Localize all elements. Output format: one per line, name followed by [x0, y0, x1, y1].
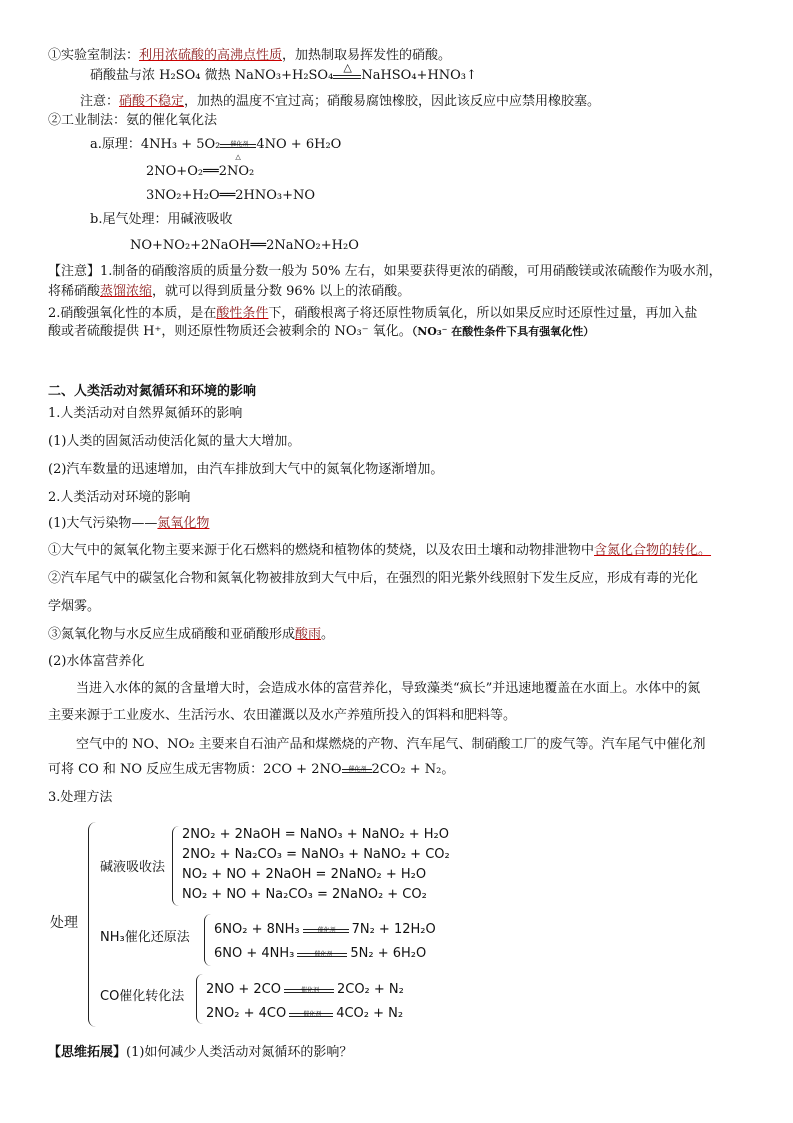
text: 4NO + 6H₂O	[256, 137, 342, 152]
note-1-line-2	[48, 284, 410, 300]
catalyst-arrow	[220, 141, 256, 161]
nh3-method-label: NH₃催化还原法	[100, 930, 190, 945]
section-title: 二、人类活动对氮循环和环境的影响	[48, 384, 257, 399]
equation	[206, 982, 404, 998]
catalyst-arrow	[294, 953, 350, 957]
equation: NO₂ + NO + Na₂CO₃ = 2NaNO₂ + CO₂	[182, 887, 427, 902]
paragraph: 2.人类活动对环境的影响	[48, 490, 191, 505]
note-2-line-1	[48, 306, 697, 322]
bold-note: （NO₃⁻ 在酸性条件下具有强氧化性）	[411, 325, 595, 338]
text: 酸或者硫酸提供 H⁺，则还原性物质还会被剩余的 NO₃⁻ 氧化。	[48, 324, 412, 339]
highlight-text: 酸性条件	[216, 306, 269, 321]
industrial-method-title: ②工业制法：氨的催化氧化法	[48, 113, 218, 128]
highlight-text: 蒸馏浓缩	[100, 284, 153, 299]
text: ③氮氧化物与水反应生成硝酸和亚硝酸形成	[48, 627, 296, 642]
text: ①实验室制法：	[48, 48, 140, 63]
text: 硝酸盐与浓 H₂SO₄ 微热 NaNO₃+H₂SO₄	[90, 68, 334, 83]
paragraph: (1)人类的固氮活动使活化氮的量大大增加。	[48, 434, 301, 449]
paragraph: 空气中的 NO、NO₂ 主要来自石油产品和煤燃烧的产物、汽车尾气、制硝酸工厂的废气等。汽车尾气中催化剂	[76, 737, 706, 752]
equation	[206, 1006, 403, 1022]
highlight-text: 利用浓硫酸的高沸点性质	[139, 48, 283, 63]
text: 2CO₂ + N₂。	[371, 762, 455, 777]
paragraph	[48, 762, 454, 778]
condition-label: △	[343, 61, 352, 74]
paragraph	[48, 516, 209, 532]
think-extension-question	[48, 1045, 352, 1061]
paragraph: 当进入水体的氮的含量增大时，会造成水体的富营养化，导致藻类“疯长”并迅速地覆盖在水面上。水体中的氮	[76, 681, 701, 696]
bracket-tag: 【思维拓展】	[48, 1045, 127, 1060]
heat-equals-sign	[333, 61, 361, 79]
condition-label: 催化剂	[317, 927, 336, 934]
text: ①大气中的氮氧化物主要来源于化石燃料的燃烧和植物体的焚烧，以及农田土壤和动物排泄物中	[48, 543, 595, 558]
diagram-root-label: 处理	[50, 915, 78, 931]
paragraph	[48, 543, 711, 559]
equation-3: 3NO₂+H₂O══2HNO₃+NO	[146, 188, 316, 203]
text: 将稀硝酸	[48, 284, 101, 299]
text: 4CO₂ + N₂	[336, 1006, 404, 1021]
paragraph: ②汽车尾气中的碳氢化合物和氮氧化物被排放到大气中后，在强烈的阳光紫外线照射下发生反应，形成有毒的光化	[48, 571, 699, 586]
equation: 2NO₂ + 2NaOH = NaNO₃ + NaNO₂ + H₂O	[182, 827, 449, 842]
lab-method-line	[48, 48, 451, 64]
text: 注意：	[80, 94, 120, 109]
condition-label: △	[235, 153, 241, 161]
paragraph: (2)汽车数量的迅速增加，由汽车排放到大气中的氮氧化物逐渐增加。	[48, 462, 444, 477]
paragraph: 1.人类活动对自然界氮循环的影响	[48, 406, 243, 421]
text: 2CO₂ + N₂	[336, 982, 404, 997]
text: (1)如何减少人类活动对氮循环的影响？	[126, 1045, 353, 1060]
catalyst-arrow	[342, 768, 372, 773]
tail-gas-title: b.尾气处理：用碱液吸收	[90, 212, 233, 227]
principle-equation	[90, 137, 342, 161]
text: 下，硝酸根离子将还原性物质氧化，所以如果反应时还原性过量，再加入盐	[268, 306, 698, 321]
paragraph: (2)水体富营养化	[48, 654, 145, 669]
text: ，加热制取易挥发性的硝酸。	[282, 48, 452, 63]
text: 2.硝酸强氧化性的本质，是在	[48, 306, 217, 321]
equation-4: NO+NO₂+2NaOH══2NaNO₂+H₂O	[130, 238, 359, 253]
text: 。	[321, 627, 335, 642]
brace	[172, 826, 179, 906]
condition-label: 催化剂	[348, 766, 367, 773]
equation	[214, 922, 436, 938]
paragraph: 学烟雾。	[48, 599, 101, 614]
equation-2: 2NO+O₂══2NO₂	[146, 164, 255, 179]
text: ，就可以得到质量分数 96% 以上的浓硝酸。	[152, 284, 411, 299]
paragraph: 3.处理方法	[48, 790, 113, 805]
text: 5N₂ + 6H₂O	[350, 946, 427, 961]
text: NaHSO₄+HNO₃↑	[361, 68, 477, 83]
catalyst-arrow	[281, 989, 337, 993]
text: (1)大气污染物——	[48, 516, 158, 531]
equation	[214, 946, 426, 962]
note-1-line-1: 【注意】1.制备的硝酸溶质的质量分数一般为 50% 左右，如果要获得更浓的硝酸，可用硝酸镁或浓硫酸作为吸水剂，	[48, 264, 722, 279]
text: 可将 CO 和 NO 反应生成无害物质：2CO + 2NO	[48, 762, 342, 777]
co-method-label: CO催化转化法	[100, 989, 185, 1004]
condition-label: 催化剂	[300, 987, 319, 994]
catalyst-arrow	[300, 929, 352, 933]
highlight-text: 含氮化合物的转化。	[594, 543, 712, 558]
text: 6NO + 4NH₃	[214, 946, 295, 961]
note-line	[80, 94, 600, 110]
highlight-text: 氮氧化物	[157, 516, 210, 531]
brace	[196, 974, 203, 1024]
condition-label: 催化剂	[230, 141, 249, 148]
paragraph: 主要来源于工业废水、生活污水、农田灌溉以及水产养殖所投入的饵料和肥料等。	[48, 708, 517, 723]
text: 6NO₂ + 8NH₃	[214, 922, 300, 937]
text: ，加热的温度不宜过高；硝酸易腐蚀橡胶，因此该反应中应禁用橡胶塞。	[184, 94, 601, 109]
condition-label: 催化剂	[303, 1011, 322, 1018]
lab-equation	[90, 61, 477, 84]
text: a.原理：4NH₃ + 5O₂	[90, 137, 221, 152]
text: 2NO + 2CO	[206, 982, 281, 997]
alkali-method-label: 碱液吸收法	[100, 860, 166, 875]
equation: 2NO₂ + Na₂CO₃ = NaNO₃ + NaNO₂ + CO₂	[182, 847, 450, 862]
equation: NO₂ + NO + 2NaOH = 2NaNO₂ + H₂O	[182, 867, 427, 882]
highlight-text: 硝酸不稳定	[119, 94, 185, 109]
brace	[204, 914, 211, 966]
condition-label: 催化剂	[314, 951, 333, 958]
note-2-line-2	[48, 324, 594, 340]
text: 2NO₂ + 4CO	[206, 1006, 287, 1021]
catalyst-arrow	[286, 1013, 336, 1017]
main-brace	[88, 822, 97, 1027]
highlight-text: 酸雨	[295, 627, 322, 642]
text: 7N₂ + 12H₂O	[351, 922, 436, 937]
paragraph	[48, 627, 334, 643]
